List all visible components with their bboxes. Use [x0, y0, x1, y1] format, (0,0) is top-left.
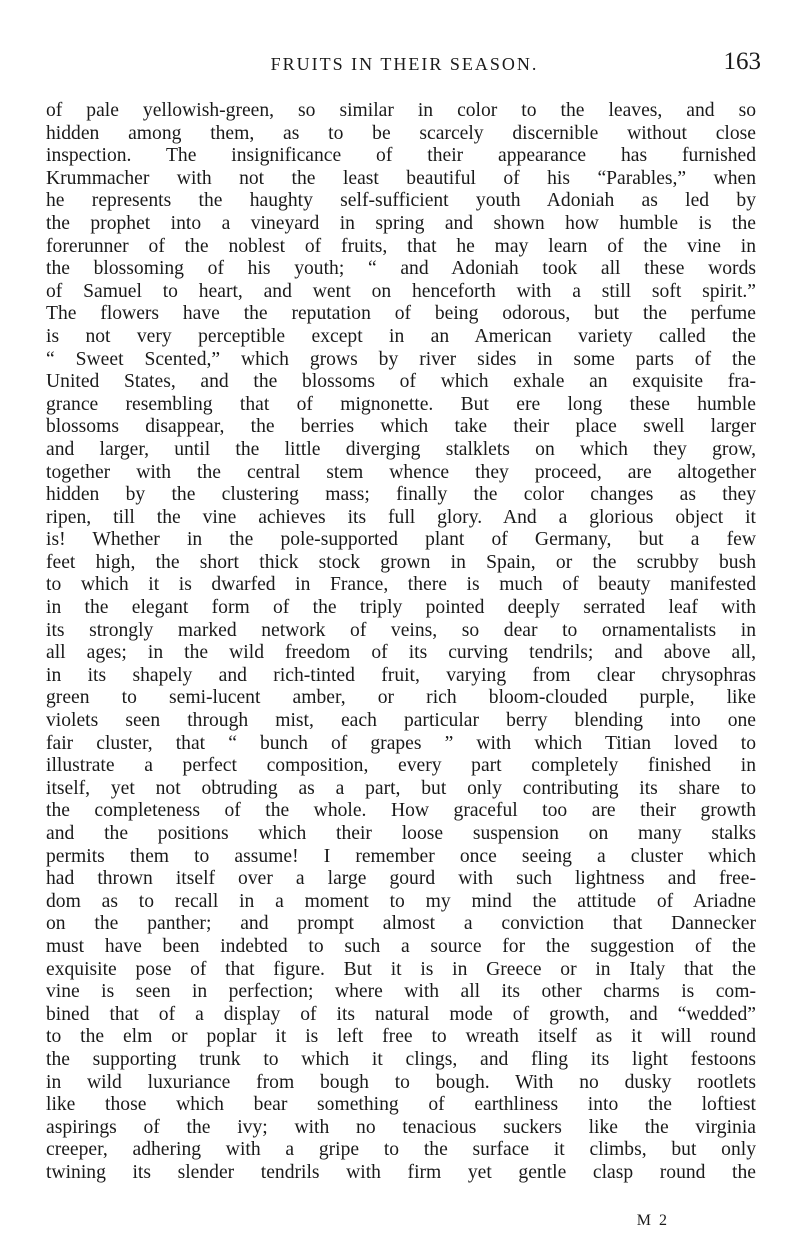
text-line: green to semi-lucent amber, or rich bloom-clouded purple, like: [46, 687, 756, 709]
text-line: fair cluster, that “ bunch of grapes ” with which Titian loved to: [46, 732, 756, 754]
text-line: the completeness of the whole. How graceful too are their growth: [46, 800, 756, 822]
text-line: had thrown itself over a large gourd with such lightness and free-: [46, 868, 756, 890]
text-line: must have been indebted to such a source for the suggestion of the: [46, 935, 756, 957]
text-line: its strongly marked network of veins, so dear to ornamentalists in: [46, 619, 756, 641]
text-line: ripen, till the vine achieves its full glory. And a glorious object it: [46, 506, 756, 528]
body-text: [46, 100, 756, 1185]
text-line: the supporting trunk to which it clings, and fling its light festoons: [46, 1048, 756, 1070]
text-line: grance resembling that of mignonette. But ere long these humble: [46, 393, 756, 415]
text-line: of Samuel to heart, and went on henceforth with a still soft spirit.”: [46, 280, 756, 302]
text-line: like those which bear something of earthliness into the loftiest: [46, 1094, 756, 1116]
text-line: in its shapely and rich-tinted fruit, varying from clear chrysophras: [46, 664, 756, 686]
text-line: hidden by the clustering mass; finally the color changes as they: [46, 484, 756, 506]
text-line: twining its slender tendrils with firm yet gentle clasp round the: [46, 1161, 756, 1183]
text-line: and the positions which their loose suspension on many stalks: [46, 823, 756, 844]
text-line: creeper, adhering with a gripe to the surface it climbs, but only: [46, 1139, 756, 1161]
running-head: FRUITS IN THEIR SEASON.: [270, 54, 539, 74]
text-line: inspection. The insignificance of their appearance has furnished: [46, 145, 756, 167]
text-line: he represents the haughty self-sufficient youth Adoniah as led by: [46, 190, 756, 212]
text-line: of pale yellowish-green, so similar in color to the leaves, and so: [46, 100, 756, 121]
text-line: the blossoming of his youth; “ and Adoniah took all these words: [46, 258, 756, 280]
text-line: dom as to recall in a moment to my mind the attitude of Ariadne: [46, 890, 756, 912]
text-line: exquisite pose of that figure. But it is in Greece or in Italy that the: [46, 958, 756, 980]
text-line: all ages; in the wild freedom of its curving tendrils; and above all,: [46, 642, 756, 664]
text-line: is not very perceptible except in an American variety called the: [46, 325, 756, 347]
text-line: the prophet into a vineyard in spring and shown how humble is the: [46, 212, 756, 234]
text-line: hidden among them, as to be scarcely discernible without close: [46, 122, 756, 144]
page-number: 163: [723, 48, 761, 75]
text-line: violets seen through mist, each particular berry blending into one: [46, 710, 756, 732]
text-line: United States, and the blossoms of which exhale an exquisite fra-: [46, 371, 756, 393]
text-line: blossoms disappear, the berries which take their place swell larger: [46, 416, 756, 438]
text-line: Krummacher with not the least beautiful of his “Parables,” when: [46, 167, 756, 189]
text-line: to which it is dwarfed in France, there is much of beauty manifested: [46, 574, 756, 596]
text-line: in wild luxuriance from bough to bough. With no dusky rootlets: [46, 1071, 756, 1093]
signature-mark: M 2: [636, 1212, 669, 1229]
text-line: itself, yet not obtruding as a part, but only contributing its share to: [46, 777, 756, 799]
text-line: and larger, until the little diverging stalklets on which they grow,: [46, 438, 756, 460]
text-line: aspirings of the ivy; with no tenacious suckers like the virginia: [46, 1116, 756, 1138]
text-line: together with the central stem whence they proceed, are altogether: [46, 461, 756, 483]
text-line: The flowers have the reputation of being odorous, but the perfume: [46, 303, 756, 325]
text-line: permits them to assume! I remember once seeing a cluster which: [46, 845, 756, 867]
text-line: to the elm or poplar it is left free to wreath itself as it will round: [46, 1026, 756, 1048]
text-line: illustrate a perfect composition, every part completely finished in: [46, 755, 756, 777]
text-line: forerunner of the noblest of fruits, that he may learn of the vine in: [46, 235, 756, 257]
text-line: vine is seen in perfection; where with all its other charms is com-: [46, 981, 756, 1003]
text-line: on the panther; and prompt almost a conviction that Dannecker: [46, 913, 756, 935]
text-line: “ Sweet Scented,” which grows by river sides in some parts of the: [46, 348, 756, 370]
page-header: [48, 48, 761, 78]
text-line: feet high, the short thick stock grown in Spain, or the scrubby bush: [46, 551, 756, 573]
text-line: bined that of a display of its natural mode of growth, and “wedded”: [46, 1003, 756, 1025]
text-line: in the elegant form of the triply pointed deeply serrated leaf with: [46, 597, 756, 619]
text-line: is! Whether in the pole-supported plant of Germany, but a few: [46, 529, 756, 551]
